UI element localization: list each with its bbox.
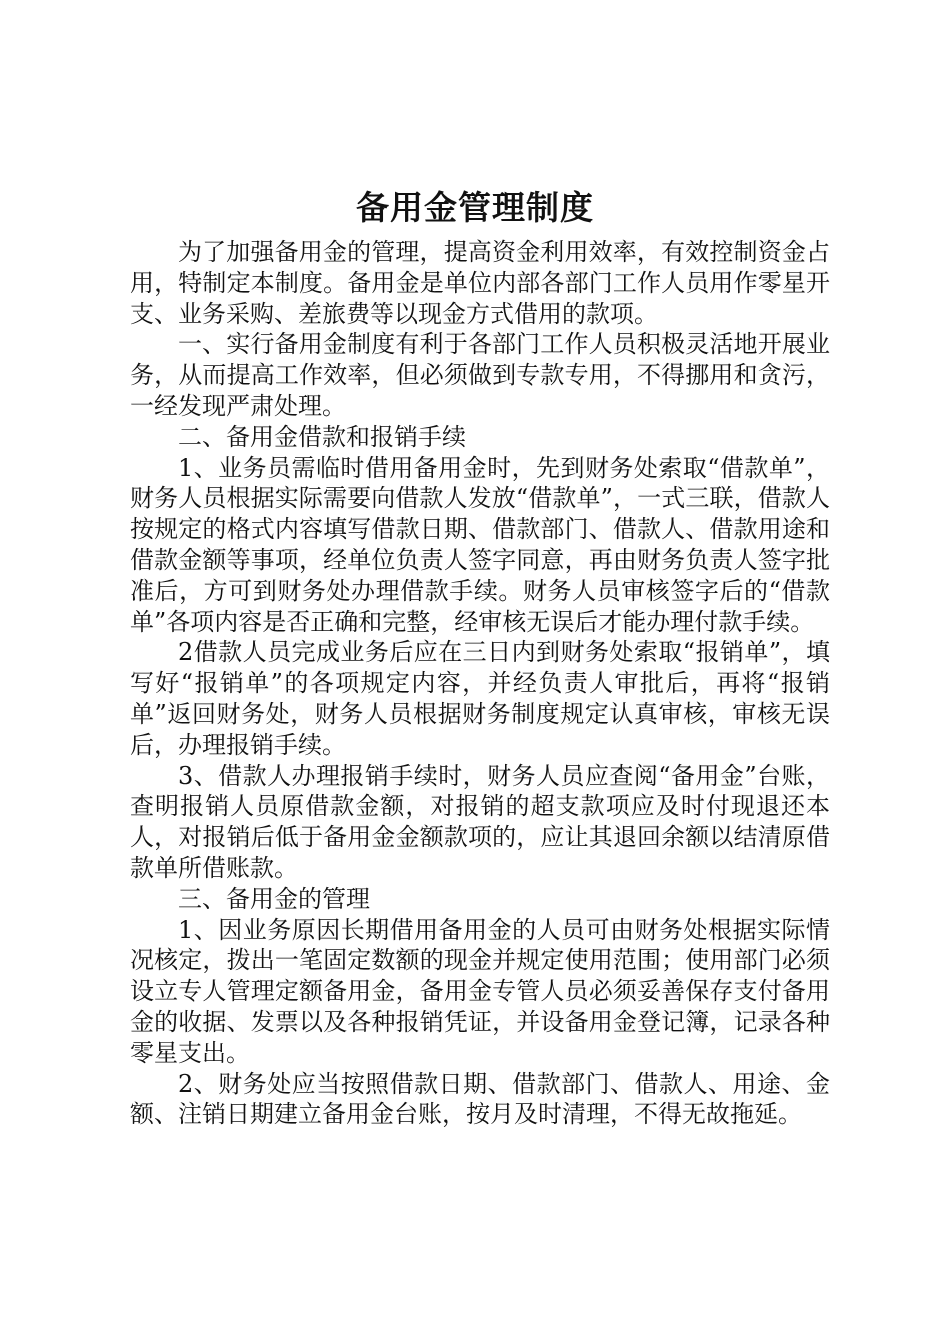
document-body (130, 237, 830, 1130)
paragraph-section-3-item-1: 1、因业务原因长期借用备用金的人员可由财务处根据实际情况核定，拨出一笔固定数额的现金并规定使用范围；使用部门必须设立专人管理定额备用金，备用金专管人员必须妥善保存支付备用金的收据、发票以及各种报销凭证，并设备用金登记簿，记录各种零星支出。 (130, 915, 830, 1067)
heading-section-2: 二、备用金借款和报销手续 (178, 422, 466, 451)
paragraph-intro: 为了加强备用金的管理，提高资金利用效率，有效控制资金占用，特制定本制度。备用金是单位内部各部门工作人员用作零星开支、业务采购、差旅费等以现金方式借用的款项。 (130, 238, 830, 328)
heading-section-3: 三、备用金的管理 (178, 884, 370, 913)
paragraph-section-2-item-2: 2借款人员完成业务后应在三日内到财务处索取“报销单”，填写好“报销单”的各项规定内容，并经负责人审批后，再将“报销单”返回财务处，财务人员根据财务制度规定认真审核，审核无误后，办理报销手续。 (130, 638, 830, 759)
document-title: 备用金管理制度 (356, 188, 594, 227)
paragraph-section-3-item-2: 2、财务处应当按照借款日期、借款部门、借款人、用途、金额、注销日期建立备用金台账，按月及时清理，不得无故拖延。 (130, 1069, 830, 1129)
paragraph-section-1: 一、实行备用金制度有利于各部门工作人员积极灵活地开展业务，从而提高工作效率，但必须做到专款专用，不得挪用和贪污，一经发现严肃处理。 (130, 330, 830, 420)
paragraph-section-2-item-3: 3、借款人办理报销手续时，财务人员应查阅“备用金”台账，查明报销人员原借款金额，对报销的超支款项应及时付现退还本人，对报销后低于备用金金额款项的，应让其退回余额以结清原借款单所借账款。 (130, 761, 830, 882)
paragraph-section-2-item-1: 1、业务员需临时借用备用金时，先到财务处索取“借款单”，财务人员根据实际需要向借款人发放“借款单”，一式三联，借款人按规定的格式内容填写借款日期、借款部门、借款人、借款用途和借款金额等事项，经单位负责人签字同意，再由财务负责人签字批准后，方可到财务处办理借款手续。财务人员审核签字后的“借款单”各项内容是否正确和完整，经审核无误后才能办理付款手续。 (130, 453, 830, 636)
